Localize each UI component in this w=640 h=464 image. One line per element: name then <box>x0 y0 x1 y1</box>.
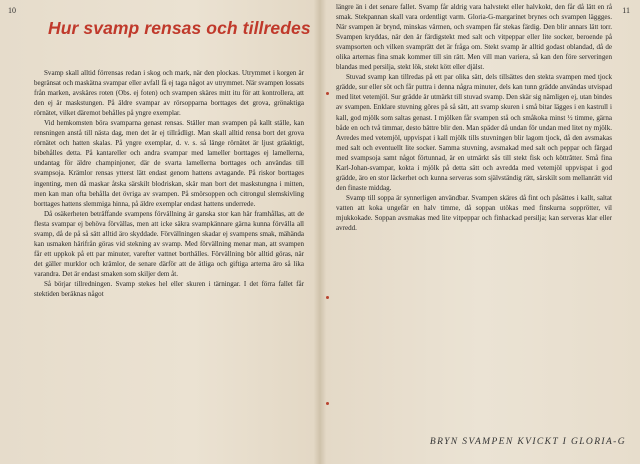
paragraph: Vid hemkomsten böra svamparna genast rensas. Ställer man svampen på kallt ställe, kan rensningen anstå till nästa dag, men det är ej tillrådligt. Man skall alltid rensa bort det grova rörnätet och hatten skalas. På yngre exemplar, d. v. s. så länge rörnätet är ljust gräaktigt, bibehålles detta. På kantareller och andra svampar med lameller borttages ej lamellerna, undantag för äldre champinjoner, där de svarta lamellerna borttages och användas till svampsoja. Krämlor rensas ytterst lätt endast genom hattens avtagande. På riskor borttages ingenting, men då maskar åtska särskilt blodriskan, skär man bort det maskstungna i mitten, men kan man ofta behålla det övriga av svampen. På smörsoppen och citrongul slemskivling borttages hattens slemmiga hinna, på äldre exemplar endast hattens underrede. <box>34 119 304 208</box>
paragraph: Svamp skall alltid förrensas redan i skog och mark, när den plockas. Utrymmet i korgen är begränsat och maskätna svampar eller avfall få ej taga något av utrymmet. När svampen lossats från marken, avskäres roten (Obs. ej foten) och svampen skäres mitt itu för att kontrollera, att den ej är maskstungen. På äldre svampar av rörsopparna borttages det grova, grönaktiga rörnätet, vilket däremot behålles på yngre exemplar. <box>34 69 304 118</box>
footer-slogan: BRYN SVAMPEN KVICKT I GLORIA-G <box>429 437 626 447</box>
paragraph: Stuvad svamp kan tillredas på ett par olika sätt, dels tillsättes den stekta svampen med tjock grädde, sur eller söt och får puttra i denna några minuter, dels kan tunn grädde användas utvispad med litet vetemjöl. Sur grädde är utmärkt till stuvad svamp. Den skär sig nämligen ej, utan bindes av svampen. Enklare stuvning göres på så sätt, att svamp skuren i små bitar lägges i en kastrull i kall, god mjölk som saltas genast. I mjölken får svampen stå och småkoka minst ½ timme, gärna både en och två timmar, desto bättre blir den. Man späder då undan för undan med litet ny mjölk. Avredes med vetemjöl, uppvispat i kall mjölk tills stuvningen blir lagom tjock, då den avsmakas med salt och eventuellt lite socker. Samma stuvning, avsmakad med salt och peppar och färgad med svampsoja samt något förtunnad, är en utmärkt sås till stekt fisk och köttrãtter. Små fina Karl-Johan-svampar, kokta i mjölk på detta sätt och avredda med vetemjöl uppvispat i god grädde, äro en stor läckerhet och kunna serveras som självständig rätt, särskilt som mellanrätt vid den finaste middag. <box>336 73 612 192</box>
paragraph: längre än i det senare fallet. Svamp får aldrig vara halvstekt eller halvkokt, den får då lätt en rå smak. Stekpannan skall vara ordentligt varm. Gloria-G-margarinet brynes och svampen läggges. När svampen är brynd, minskas värmen, och svampen får stekas färdig. Den blir annars lätt torr. Svampen kryddas, när den är färdigstekt med salt och vitpeppar eller lite socker, beroende på svampsorten och vilken svamprätt det är fråga om. Stekt svamp är alltid godast oblandad, då de olika arternas fina smak kommer till sin rätt. Men vill man variera, så kan den före serveringen blandas med persilja, stekt lök, stekt kött eller djälst. <box>336 3 612 72</box>
page-number-left: 10 <box>8 6 16 15</box>
left-body-text <box>34 68 304 299</box>
right-page <box>320 0 640 464</box>
paragraph: Så börjar tillredningen. Svamp stekes hel eller skuren i tärningar. I det förra fallet får stektiden beräknas något <box>34 279 304 299</box>
page-number-right: 11 <box>622 6 630 15</box>
right-body-text <box>336 2 612 233</box>
page-title: Hur svamp rensas och tillredes <box>48 18 311 38</box>
paragraph: Svamp till soppa är synnerligen användbar. Svampen skäres då fint och påsättes i kallt, saltat vatten att koka ungefär en halv timme, då soppan utökas med finskurna sopprötter, vil mjukkokade. Soppan avsmakas med lite vitpeppar och finhackad persilja; kan serveras klar eller avredd. <box>336 193 612 233</box>
paragraph: Då osäkerheten beträffande svampens förvällning är ganska stor kan här framhållas, att de flesta svampar ej behöva förvällas, men att icke säkra svampkännare gärna kunna förvälla all svamp, då de på så sätt alltid äro skyddade. Förvällningen skadar ej svampens smak, mähända kan usmaken härifrån göras vid stekning av svamp. Med förvällning menar man, att svampen får ett uppkok på ett par minuter, varefter vattnet borthälles. Förvällning bör alltid göras, när det gäller murklor och krämlor, de senare därför att de ätliga och giftiga arterna äro så lika varandra. Det är endast smaken som skiljer dem åt. <box>34 209 304 278</box>
